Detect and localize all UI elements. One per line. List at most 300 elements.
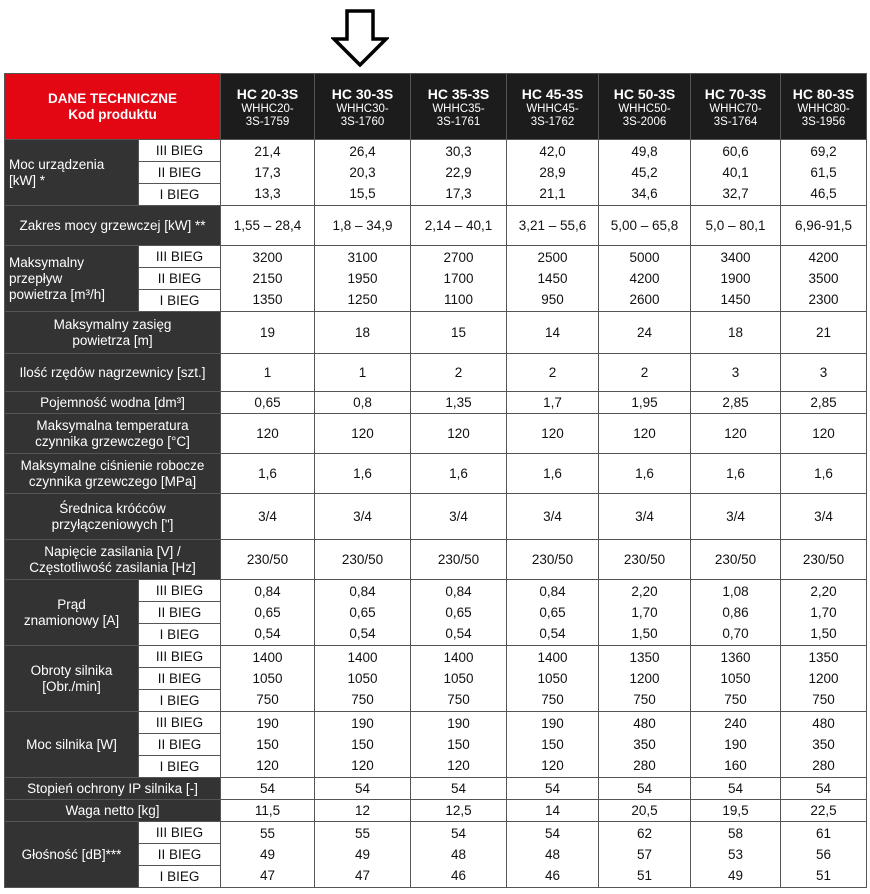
row-label — [5, 646, 139, 712]
value: 0,70 — [722, 626, 749, 641]
value: 1350 — [629, 650, 660, 665]
value: 53 — [728, 847, 744, 862]
row-label — [5, 494, 221, 540]
value: 0,65 — [539, 605, 566, 620]
row-label-line: powietrza [m³/h] — [9, 286, 106, 302]
model-code: WHHC80- — [797, 102, 850, 115]
value-cell — [411, 246, 507, 312]
value-cell: 54 — [315, 778, 411, 800]
value: 1050 — [443, 671, 474, 686]
value-cell: 2,14 – 40,1 — [411, 206, 507, 246]
row-label-line: Stopień ochrony IP silnika [-] — [27, 780, 198, 796]
value: 190 — [447, 716, 470, 731]
value: 3500 — [808, 271, 839, 286]
model-code: WHHC35- — [432, 102, 485, 115]
table-row-moc_urzadzenia — [5, 140, 867, 206]
value: 1350 — [808, 650, 839, 665]
row-label — [5, 392, 221, 414]
value-cell: 0,8 — [315, 392, 411, 414]
value: 3400 — [720, 250, 751, 265]
value-cell — [599, 822, 691, 888]
value-cell: 3/4 — [507, 494, 599, 540]
value: 2,20 — [631, 584, 658, 599]
model-header — [691, 74, 781, 140]
row-label-line: Waga netto [kg] — [65, 802, 160, 818]
model-code: 3S-2006 — [622, 115, 667, 128]
value-cell — [507, 646, 599, 712]
value: 1450 — [537, 271, 568, 286]
value: 1250 — [347, 292, 378, 307]
model-name: HC 80-3S — [792, 85, 855, 102]
value: 2,20 — [810, 584, 837, 599]
value: 60,6 — [722, 144, 749, 159]
value: 1360 — [720, 650, 751, 665]
value-cell: 3,21 – 55,6 — [507, 206, 599, 246]
row-label-line: Napięcie zasilania [V] / — [44, 543, 181, 559]
value-cell — [411, 646, 507, 712]
value: 190 — [256, 716, 279, 731]
gear-label: III BIEG — [155, 143, 204, 158]
value-cell — [411, 822, 507, 888]
value: 54 — [451, 826, 467, 841]
model-code: WHHC30- — [336, 102, 389, 115]
value-cell: 1,6 — [221, 454, 315, 494]
value-cell: 1 — [221, 354, 315, 392]
table-row-napiecie — [5, 540, 867, 580]
value: 1,08 — [722, 584, 749, 599]
row-label-line: [kW] * — [9, 172, 45, 188]
value-cell: 1,6 — [781, 454, 867, 494]
gear-labels — [139, 712, 221, 778]
value: 0,84 — [254, 584, 281, 599]
value-cell — [411, 580, 507, 646]
gear-label: III BIEG — [155, 715, 204, 730]
table-row-obroty — [5, 646, 867, 712]
model-code: WHHC70- — [709, 102, 762, 115]
value-cell: 230/50 — [599, 540, 691, 580]
value: 1050 — [347, 671, 378, 686]
value: 120 — [541, 758, 564, 773]
value: 0,84 — [539, 584, 566, 599]
value: 0,65 — [254, 605, 281, 620]
value-cell — [781, 140, 867, 206]
value: 4200 — [629, 271, 660, 286]
model-code: WHHC50- — [618, 102, 671, 115]
value: 20,3 — [349, 165, 376, 180]
value: 1,50 — [631, 626, 658, 641]
gear-label: I BIEG — [139, 689, 220, 711]
value-cell — [691, 140, 781, 206]
value: 49 — [728, 868, 744, 883]
value: 0,65 — [445, 605, 472, 620]
value: 750 — [724, 692, 747, 707]
value: 47 — [355, 868, 371, 883]
value-cell — [411, 140, 507, 206]
value-cell: 3 — [781, 354, 867, 392]
table-row-rzedy — [5, 354, 867, 392]
value-cell: 120 — [315, 414, 411, 454]
row-label-line: czynnika grzewczego [MPa] — [28, 473, 197, 489]
value-cell: 21 — [781, 312, 867, 354]
value: 30,3 — [445, 144, 472, 159]
value-cell — [315, 646, 411, 712]
value: 750 — [541, 692, 564, 707]
value: 150 — [351, 737, 374, 752]
row-label-line: czynnika grzewczego [°C] — [35, 433, 190, 449]
value: 750 — [351, 692, 374, 707]
value-cell: 1,55 – 28,4 — [221, 206, 315, 246]
row-label-line: znamionowy [A] — [23, 612, 120, 628]
value: 160 — [724, 758, 747, 773]
value-cell: 1,35 — [411, 392, 507, 414]
value: 1450 — [720, 292, 751, 307]
value-cell — [221, 712, 315, 778]
value-cell: 5,0 – 80,1 — [691, 206, 781, 246]
value-cell: 3/4 — [411, 494, 507, 540]
value-cell: 120 — [781, 414, 867, 454]
value-cell — [781, 646, 867, 712]
value-cell: 3/4 — [691, 494, 781, 540]
value-cell — [221, 822, 315, 888]
value: 15,5 — [349, 186, 376, 201]
row-label-line: Obroty silnika — [30, 662, 113, 678]
value: 0,54 — [445, 626, 472, 641]
value-cell — [507, 580, 599, 646]
value: 750 — [256, 692, 279, 707]
value-cell — [221, 140, 315, 206]
value-cell: 120 — [599, 414, 691, 454]
gear-labels — [139, 822, 221, 888]
row-label-line: Częstotliwość zasilania [Hz] — [29, 559, 196, 575]
table-row-moc_silnika — [5, 712, 867, 778]
value: 51 — [816, 868, 832, 883]
value-cell: 12,5 — [411, 800, 507, 822]
value-cell — [781, 246, 867, 312]
value: 48 — [451, 847, 467, 862]
value: 190 — [541, 716, 564, 731]
value: 34,6 — [631, 186, 658, 201]
value: 22,9 — [445, 165, 472, 180]
row-label — [5, 414, 221, 454]
value-cell: 2 — [411, 354, 507, 392]
value-cell: 230/50 — [411, 540, 507, 580]
value: 2500 — [537, 250, 568, 265]
value-cell: 1,6 — [411, 454, 507, 494]
table-row-cisnienie — [5, 454, 867, 494]
model-header — [507, 74, 599, 140]
value-cell: 6,96-91,5 — [781, 206, 867, 246]
value: 0,54 — [349, 626, 376, 641]
value-cell — [507, 712, 599, 778]
value: 54 — [545, 826, 561, 841]
value: 750 — [447, 692, 470, 707]
value-cell — [599, 712, 691, 778]
model-name: HC 45-3S — [521, 85, 584, 102]
value: 1900 — [720, 271, 751, 286]
value: 1400 — [443, 650, 474, 665]
value-cell — [315, 712, 411, 778]
value-cell: 11,5 — [221, 800, 315, 822]
gear-label: III BIEG — [155, 649, 204, 664]
value: 150 — [447, 737, 470, 752]
value-cell — [221, 246, 315, 312]
value: 1050 — [720, 671, 751, 686]
value-cell: 5,00 – 65,8 — [599, 206, 691, 246]
value: 1050 — [252, 671, 283, 686]
value-cell: 3/4 — [781, 494, 867, 540]
value: 21,1 — [539, 186, 566, 201]
value-cell — [691, 646, 781, 712]
row-label-line: Maksymalny zasięg — [53, 316, 172, 332]
value: 46 — [451, 868, 467, 883]
value: 61,5 — [810, 165, 837, 180]
gear-label: I BIEG — [139, 865, 220, 887]
value-cell — [315, 246, 411, 312]
row-label-line: Moc silnika [W] — [26, 736, 117, 752]
value-cell — [781, 822, 867, 888]
value: 48 — [545, 847, 561, 862]
row-label-line: Ilość rzędów nagrzewnicy [szt.] — [19, 364, 206, 380]
model-code: 3S-1761 — [436, 115, 481, 128]
value-cell: 19 — [221, 312, 315, 354]
value-cell — [507, 246, 599, 312]
gear-label: II BIEG — [139, 667, 220, 689]
gear-labels — [139, 140, 221, 206]
value: 58 — [728, 826, 744, 841]
value: 17,3 — [445, 186, 472, 201]
value: 950 — [541, 292, 564, 307]
value-cell: 54 — [691, 778, 781, 800]
value-cell: 230/50 — [221, 540, 315, 580]
gear-label: I BIEG — [139, 623, 220, 645]
table-row-pojemnosc — [5, 392, 867, 414]
value: 49,8 — [631, 144, 658, 159]
row-label — [5, 454, 221, 494]
value: 1200 — [808, 671, 839, 686]
value-cell: 15 — [411, 312, 507, 354]
value: 1100 — [444, 292, 474, 307]
value-cell: 230/50 — [507, 540, 599, 580]
gear-label: II BIEG — [139, 161, 220, 183]
model-header — [599, 74, 691, 140]
row-label-line: powietrza [m] — [72, 332, 153, 348]
value: 61 — [816, 826, 832, 841]
value: 42,0 — [539, 144, 566, 159]
value-cell — [691, 246, 781, 312]
value: 0,84 — [445, 584, 472, 599]
value: 47 — [260, 868, 276, 883]
gear-label: II BIEG — [139, 601, 220, 623]
model-header — [411, 74, 507, 140]
model-header — [315, 74, 411, 140]
gear-label: I BIEG — [139, 289, 220, 311]
row-label — [5, 206, 221, 246]
table-row-glosnosc — [5, 822, 867, 888]
value: 1400 — [252, 650, 283, 665]
value-cell: 3 — [691, 354, 781, 392]
value: 240 — [724, 716, 747, 731]
value-cell: 2,85 — [691, 392, 781, 414]
model-code: 3S-1956 — [801, 115, 846, 128]
value: 280 — [633, 758, 656, 773]
value-cell — [315, 580, 411, 646]
value-cell — [221, 646, 315, 712]
value: 21,4 — [254, 144, 281, 159]
model-header — [221, 74, 315, 140]
title-line: DANE TECHNICZNE — [48, 90, 178, 106]
table-row-zakres_mocy — [5, 206, 867, 246]
row-label — [5, 312, 221, 354]
value-cell — [507, 140, 599, 206]
row-label-line: Maksymalne ciśnienie robocze — [20, 457, 205, 473]
value-cell — [411, 712, 507, 778]
row-label — [5, 140, 139, 206]
gear-labels — [139, 646, 221, 712]
value: 0,86 — [722, 605, 749, 620]
value: 3200 — [252, 250, 283, 265]
value-cell: 22,5 — [781, 800, 867, 822]
value-cell: 1,6 — [691, 454, 781, 494]
value: 2600 — [629, 292, 660, 307]
value: 750 — [812, 692, 835, 707]
value-cell: 12 — [315, 800, 411, 822]
value: 2700 — [443, 250, 474, 265]
row-label-line: Maksymalna temperatura — [36, 417, 189, 433]
value: 350 — [812, 737, 835, 752]
row-label-line: przyłączeniowych ["] — [51, 516, 174, 532]
gear-label: II BIEG — [139, 733, 220, 755]
value-cell — [315, 822, 411, 888]
row-label-line: Średnica króćców — [59, 500, 166, 516]
value-cell: 2 — [599, 354, 691, 392]
value: 480 — [812, 716, 835, 731]
row-label-line: [Obr./min] — [42, 678, 101, 694]
value: 190 — [724, 737, 747, 752]
value-cell: 18 — [315, 312, 411, 354]
value: 1700 — [443, 271, 474, 286]
value: 1350 — [252, 292, 283, 307]
row-label-line: Prąd — [57, 596, 86, 612]
value: 46,5 — [810, 186, 837, 201]
value-cell: 120 — [691, 414, 781, 454]
value: 26,4 — [349, 144, 376, 159]
value: 45,2 — [631, 165, 658, 180]
product-code-label: Kod produktu — [68, 106, 157, 122]
gear-label: III BIEG — [155, 249, 204, 264]
model-header — [781, 74, 867, 140]
model-name: HC 35-3S — [427, 85, 490, 102]
value-cell: 1 — [315, 354, 411, 392]
value: 1,70 — [631, 605, 658, 620]
table-row-waga — [5, 800, 867, 822]
value: 1400 — [537, 650, 568, 665]
value-cell: 1,6 — [315, 454, 411, 494]
down-arrow-icon — [331, 9, 389, 67]
value: 46 — [545, 868, 561, 883]
technical-data-table — [4, 73, 867, 888]
value: 49 — [260, 847, 276, 862]
model-name: HC 70-3S — [704, 85, 767, 102]
value-cell: 3/4 — [599, 494, 691, 540]
value-cell: 18 — [691, 312, 781, 354]
value-cell — [781, 712, 867, 778]
value: 1950 — [347, 271, 378, 286]
value-cell: 0,65 — [221, 392, 315, 414]
value-cell: 54 — [411, 778, 507, 800]
value-cell: 120 — [411, 414, 507, 454]
value: 57 — [637, 847, 653, 862]
row-label — [5, 800, 221, 822]
row-label-line: Zakres mocy grzewczej [kW] ** — [19, 217, 206, 233]
row-label — [5, 246, 139, 312]
value: 2150 — [252, 271, 283, 286]
model-name: HC 50-3S — [613, 85, 676, 102]
value-cell: 2,85 — [781, 392, 867, 414]
model-name: HC 30-3S — [331, 85, 394, 102]
value-cell: 54 — [781, 778, 867, 800]
value: 1400 — [347, 650, 378, 665]
row-label-line: Głośność [dB]*** — [21, 846, 122, 862]
value-cell: 19,5 — [691, 800, 781, 822]
row-label — [5, 822, 139, 888]
value: 69,2 — [810, 144, 837, 159]
value: 4200 — [808, 250, 839, 265]
model-code: 3S-1762 — [530, 115, 575, 128]
model-code: 3S-1759 — [245, 115, 290, 128]
value-cell: 54 — [507, 778, 599, 800]
row-label — [5, 712, 139, 778]
value: 0,84 — [349, 584, 376, 599]
value-cell: 230/50 — [691, 540, 781, 580]
row-label-line: Maksymalny — [9, 254, 85, 270]
value: 350 — [633, 737, 656, 752]
value: 28,9 — [539, 165, 566, 180]
value-cell: 1,8 – 34,9 — [315, 206, 411, 246]
value-cell — [221, 580, 315, 646]
value: 750 — [633, 692, 656, 707]
value-cell: 1,95 — [599, 392, 691, 414]
value-cell — [781, 580, 867, 646]
model-code: 3S-1760 — [340, 115, 385, 128]
model-code: WHHC45- — [526, 102, 579, 115]
model-code: WHHC20- — [241, 102, 294, 115]
value-cell: 14 — [507, 800, 599, 822]
value-cell — [599, 140, 691, 206]
table-row-prad — [5, 580, 867, 646]
value: 0,65 — [349, 605, 376, 620]
value: 0,54 — [254, 626, 281, 641]
value-cell: 24 — [599, 312, 691, 354]
value: 17,3 — [254, 165, 281, 180]
value: 150 — [541, 737, 564, 752]
value-cell: 230/50 — [781, 540, 867, 580]
value: 5000 — [629, 250, 660, 265]
row-label — [5, 540, 221, 580]
value-cell: 1,7 — [507, 392, 599, 414]
table-row-temperatura — [5, 414, 867, 454]
value-cell — [599, 646, 691, 712]
row-label-line: Pojemność wodna [dm³] — [40, 394, 185, 410]
row-label — [5, 580, 139, 646]
row-label — [5, 354, 221, 392]
value: 120 — [447, 758, 470, 773]
table-title — [5, 74, 221, 140]
value: 40,1 — [722, 165, 749, 180]
model-code: 3S-1764 — [713, 115, 758, 128]
value-cell: 20,5 — [599, 800, 691, 822]
value: 1,50 — [810, 626, 837, 641]
gear-label: II BIEG — [139, 843, 220, 865]
